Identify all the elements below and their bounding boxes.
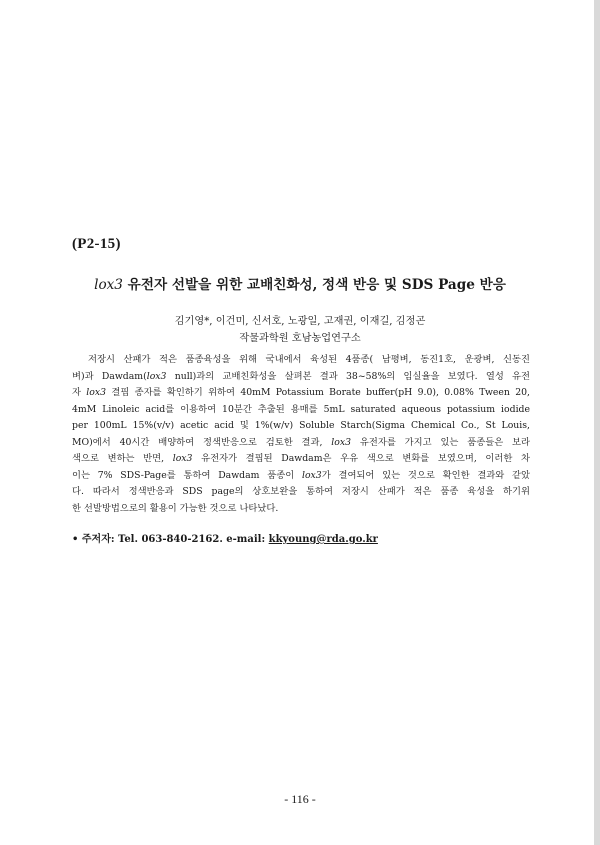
abstract-line: 4mM Linoleic acid를 이용하여 10분간 추출된 용매를 5mL saturated aqueous potassium iodide: [72, 403, 530, 415]
page-edge: [594, 0, 600, 845]
abstract-line: 저장시 산패가 적은 품종육성을 위해 국내에서 육성된 4품종( 남평벼, 동진1호, 운광벼, 신동진: [88, 354, 530, 365]
abstract-line: per 100mL 15%(v/v) acetic acid 및 1%(w/v) Soluble Starch(Sigma Chemical Co., St Louis,: [72, 420, 530, 431]
abstract-line: MO)에서 40시간 배양하여 정색반응으로 검토한 결과, lox3 유전자를 가지고 있는 품종들은 보라: [72, 436, 530, 448]
paper-id: (P2-15): [72, 236, 121, 252]
contact-label: • 주저자: Tel. 063-840-2162. e-mail:: [72, 534, 269, 545]
abstract-line: 자 lox3 결핍 종자를 확인하기 위하여 40mM Potassium Borate buffer(pH 9.0), 0.08% Tween 20,: [72, 387, 530, 398]
abstract-line: 다. 따라서 정색반응과 SDS page의 상호보완을 통하여 저장시 산패가 적은 품종 육성을 하기위: [72, 486, 530, 497]
abstract-line: 한 선발방법으로의 활용이 가능한 것으로 나타났다.: [72, 502, 279, 514]
title-text: 유전자 선발을 위한 교배친화성, 정색 반응 및 SDS Page 반응: [122, 277, 506, 293]
contact-email-link[interactable]: kkyoung@rda.go.kr: [268, 534, 378, 545]
corresponding-author-contact: [72, 530, 378, 545]
paper-title: [60, 276, 540, 294]
abstract-line: 이는 7% SDS-Page를 통하여 Dawdam 품종이 lox3가 결여되어 있는 것으로 확인한 결과와 같았: [72, 469, 530, 481]
page-number: - 116 -: [284, 792, 316, 806]
abstract: [72, 352, 530, 517]
abstract-line: 벼)과 Dawdam(lox3 null)과의 교배친화성을 살펴본 결과 38~58%의 임실율을 보였다. 열성 유전: [72, 370, 530, 382]
affiliation: 작물과학원 호남농업연구소: [239, 333, 361, 344]
title-gene-name: lox3: [94, 277, 123, 293]
author-list: 김기영*, 이건미, 신서호, 노광일, 고재권, 이재길, 김정곤: [174, 316, 426, 327]
abstract-line: 색으로 변하는 반면, lox3 유전자가 결핍된 Dawdam은 우유 색으로 변화를 보였으며, 이러한 차: [72, 453, 530, 464]
